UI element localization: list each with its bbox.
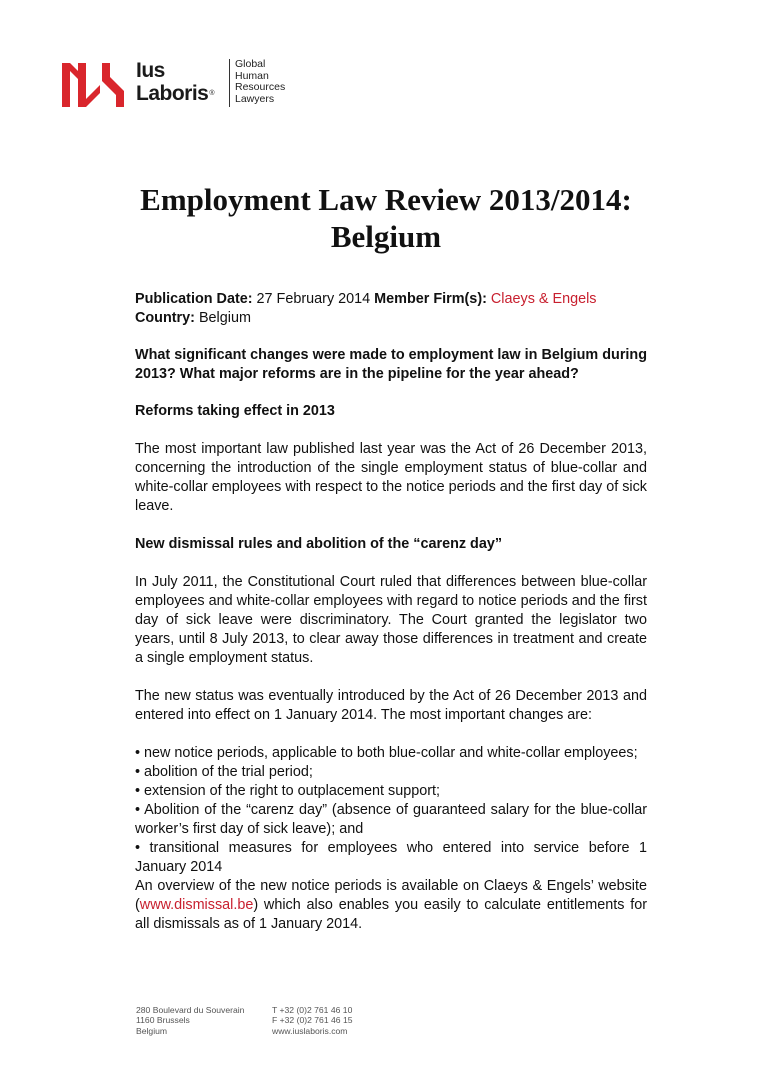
footer-fax: F +32 (0)2 761 46 15 <box>272 1015 353 1026</box>
publication-meta <box>135 290 647 309</box>
member-firm-label: Member Firm(s): <box>374 291 487 307</box>
list-item: • Abolition of the “carenz day” (absence of guaranteed salary for the blue-collar worker’s first day of sick leave); and <box>135 802 647 837</box>
title-line-2: Belgium <box>330 219 442 254</box>
member-firm-value: Claeys & Engels <box>490 291 597 307</box>
publication-date-value: 27 February 2014 <box>256 291 371 307</box>
country-meta <box>135 309 647 328</box>
footer-address <box>136 1005 244 1036</box>
overview-text-end: ) which also enables you easily to calculate entitlements for all dismissals as of 1 January 2014. <box>135 897 647 932</box>
ius-laboris-logo <box>62 59 302 109</box>
publication-date-label: Publication Date: <box>135 291 253 307</box>
dismissal-website-link[interactable]: www.dismissal.be <box>139 897 254 913</box>
document-title <box>120 181 652 255</box>
footer-phone: T +32 (0)2 761 46 10 <box>272 1005 353 1015</box>
title-line-1: Employment Law Review 2013/2014: <box>140 182 632 217</box>
logo-tagline <box>235 59 285 105</box>
footer-address-line: 280 Boulevard du Souverain <box>136 1005 245 1015</box>
constitutional-court-paragraph: In July 2011, the Constitutional Court ruled that differences between blue-collar employees and white-collar employees with regard to notice periods and the first day of sick leave were discriminatory. The Court granted the legislator two years, until 8 July 2013, to clear away those differences in treatment and create a single employment status. <box>135 574 647 666</box>
list-item: • transitional measures for employees who entered into service before 1 January 2014 <box>135 840 647 875</box>
country-value: Belgium <box>198 310 251 326</box>
footer-address-line: 1160 Brussels <box>136 1015 190 1026</box>
tagline-global: Global <box>235 58 266 70</box>
footer-contact <box>272 1005 353 1036</box>
logo-word-laboris: Laboris® <box>136 82 215 105</box>
logo-word-ius: Ius <box>136 59 165 82</box>
document-body <box>135 290 647 934</box>
list-item: • extension of the right to outplacement support; <box>135 783 441 799</box>
review-question: What significant changes were made to employment law in Belgium during 2013? What major reforms are in the pipeline for the year ahead? <box>135 347 647 382</box>
new-status-paragraph: The new status was eventually introduced by the Act of 26 December 2013 and entered into effect on 1 January 2014. The most important changes are: <box>135 688 647 723</box>
section-heading-reforms: Reforms taking effect in 2013 <box>135 403 335 419</box>
overview-text-start: An overview of the new notice periods is available on Claeys & Engels’ website ( <box>135 878 647 913</box>
tagline-resources: Resources <box>235 81 286 93</box>
list-item: • abolition of the trial period; <box>135 764 313 780</box>
country-label: Country: <box>135 310 195 326</box>
section-heading-dismissal: New dismissal rules and abolition of the “carenz day” <box>135 536 503 552</box>
reforms-paragraph: The most important law published last year was the Act of 26 December 2013, concerning the introduction of the single employment status of blue-collar and white-collar employees with respect to the notice periods and the first day of sick leave. <box>135 441 647 514</box>
list-item: • new notice periods, applicable to both blue-collar and white-collar employees; <box>135 745 638 761</box>
footer-address-line: Belgium <box>136 1025 168 1036</box>
logo-divider <box>229 59 230 107</box>
logo-wordmark <box>136 59 214 105</box>
changes-list <box>135 744 647 877</box>
footer-website: www.iuslaboris.com <box>272 1025 348 1036</box>
tagline-lawyers: Lawyers <box>235 92 275 105</box>
tagline-human: Human <box>235 69 269 82</box>
overview-paragraph <box>135 877 647 934</box>
ius-laboris-mark-icon <box>62 63 124 107</box>
